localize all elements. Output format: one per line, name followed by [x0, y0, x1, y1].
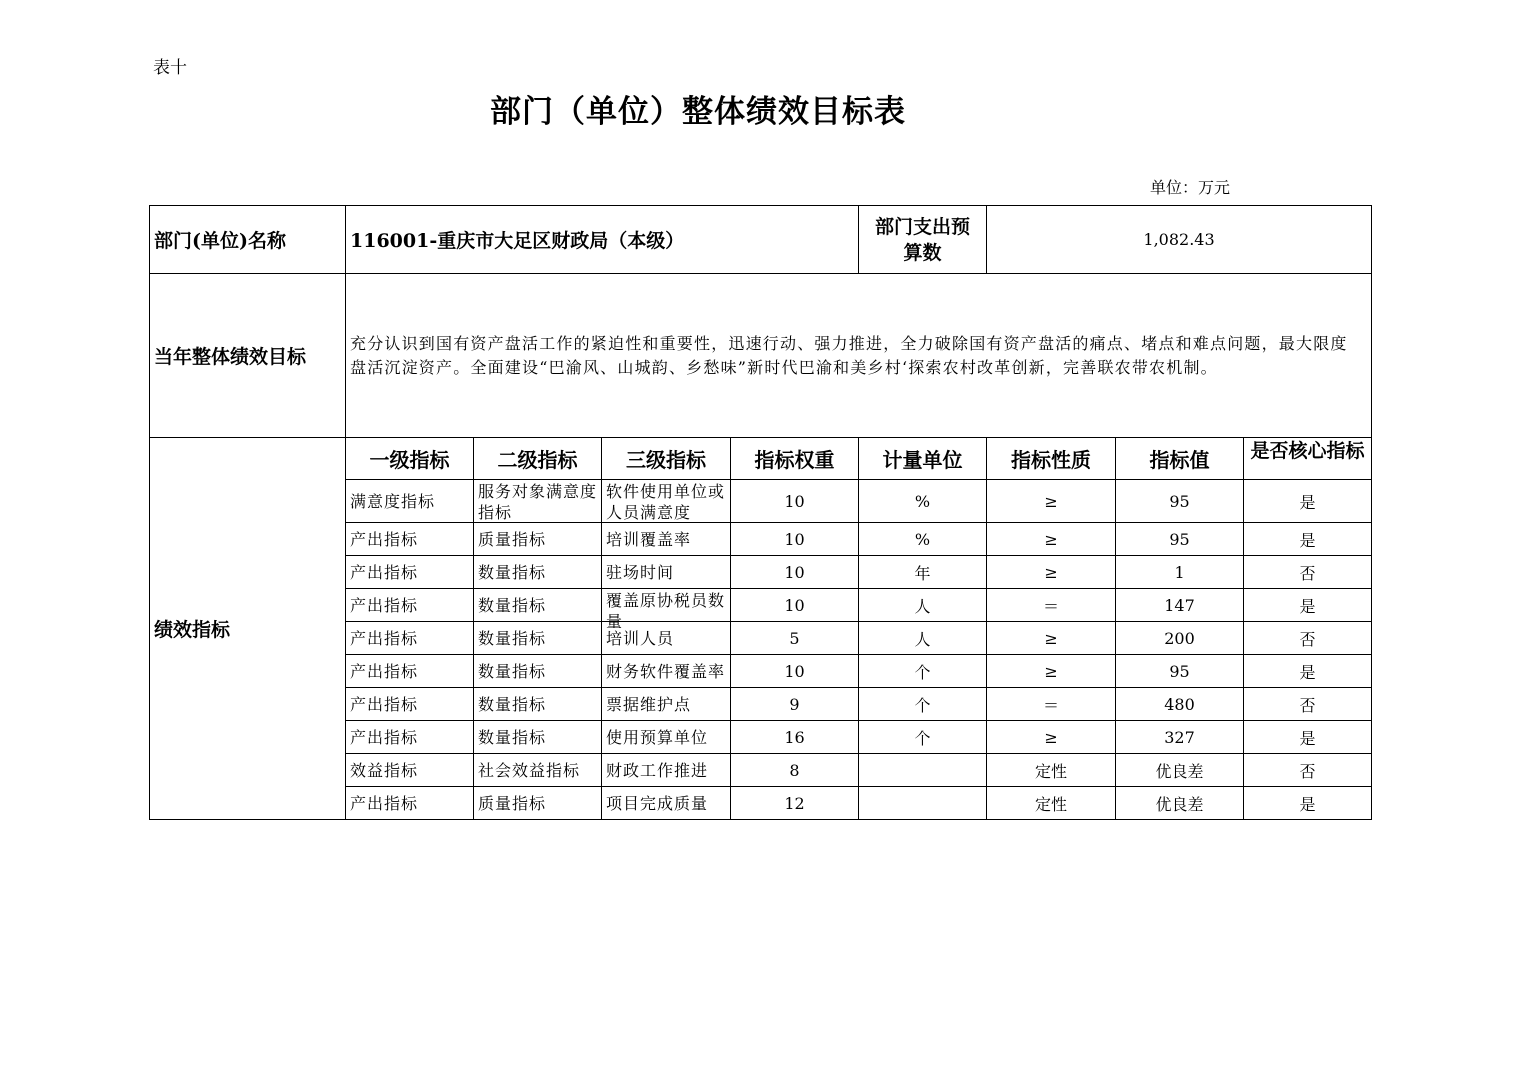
cell-level1: 效益指标: [346, 754, 474, 787]
header-weight: 指标权重: [731, 438, 859, 480]
cell-nature: ≥: [987, 622, 1116, 655]
cell-weight: 16: [731, 721, 859, 754]
cell-value: 95: [1116, 523, 1244, 556]
dept-name: 116001-重庆市大足区财政局（本级）: [346, 206, 859, 274]
cell-weight: 10: [731, 655, 859, 688]
header-core-text: 是否核心指标: [1250, 439, 1365, 462]
cell-level1: 产出指标: [346, 622, 474, 655]
cell-core: 是: [1244, 655, 1372, 688]
cell-level1: 产出指标: [346, 655, 474, 688]
cell-level1: 产出指标: [346, 721, 474, 754]
cell-level3: [602, 589, 731, 631]
cell-level3-text: 项目完成质量: [606, 793, 709, 813]
cell-level3-text: 财政工作推进: [606, 760, 709, 780]
cell-level2-text: 服务对象满意度指标: [478, 482, 598, 522]
header-nature: 指标性质: [987, 438, 1116, 480]
cell-level3: [602, 655, 731, 688]
header-level2: 二级指标: [474, 438, 602, 480]
cell-value: 200: [1116, 622, 1244, 655]
cell-unit: [859, 787, 987, 820]
cell-nature: 定性: [987, 754, 1116, 787]
cell-nature: ≥: [987, 523, 1116, 556]
cell-level1: 产出指标: [346, 556, 474, 589]
cell-weight: 10: [731, 523, 859, 556]
cell-value: 147: [1116, 589, 1244, 622]
cell-level3: [602, 688, 731, 721]
cell-unit: 年: [859, 556, 987, 589]
cell-level3-text: 票据维护点: [606, 694, 692, 714]
cell-level3: [602, 556, 731, 589]
cell-nature: ≥: [987, 480, 1116, 523]
indicator-label: 绩效指标: [150, 438, 346, 820]
cell-level2: 数量指标: [474, 556, 602, 589]
header-unit: 计量单位: [859, 438, 987, 480]
cell-value: 480: [1116, 688, 1244, 721]
budget-label: [859, 206, 987, 274]
cell-level2: 数量指标: [474, 688, 602, 721]
cell-nature: ＝: [987, 589, 1116, 622]
cell-level1: 产出指标: [346, 589, 474, 622]
cell-level2: [474, 480, 602, 523]
cell-weight: 8: [731, 754, 859, 787]
cell-value: 优良差: [1116, 754, 1244, 787]
cell-unit: 人: [859, 622, 987, 655]
cell-level2: 质量指标: [474, 787, 602, 820]
cell-core: 是: [1244, 787, 1372, 820]
cell-level1: 产出指标: [346, 523, 474, 556]
cell-nature: ≥: [987, 655, 1116, 688]
cell-level3-text: 软件使用单位或人员满意度: [606, 482, 726, 522]
cell-nature: ≥: [987, 556, 1116, 589]
cell-value: 1: [1116, 556, 1244, 589]
cell-weight: 10: [731, 480, 859, 523]
cell-core: 是: [1244, 523, 1372, 556]
cell-nature: 定性: [987, 787, 1116, 820]
cell-level3-text: 覆盖原协税员数量: [606, 591, 726, 631]
cell-core: 是: [1244, 480, 1372, 523]
dept-label: 部门(单位)名称: [150, 206, 346, 274]
cell-unit: %: [859, 523, 987, 556]
cell-core: 否: [1244, 688, 1372, 721]
form-number: 表十: [153, 58, 187, 78]
cell-unit: 人: [859, 589, 987, 622]
cell-core: 否: [1244, 754, 1372, 787]
cell-level3: [602, 721, 731, 754]
cell-core: 否: [1244, 622, 1372, 655]
cell-unit: %: [859, 480, 987, 523]
cell-level2: 数量指标: [474, 622, 602, 655]
cell-level3: [602, 523, 731, 556]
cell-core: 是: [1244, 589, 1372, 622]
header-level3: 三级指标: [602, 438, 731, 480]
cell-nature: ＝: [987, 688, 1116, 721]
cell-level1: 满意度指标: [346, 480, 474, 523]
goal-text: 充分认识到国有资产盘活工作的紧迫性和重要性，迅速行动、强力推进，全力破除国有资产盘活的痛点、堵点和难点问题，最大限度盘活沉淀资产。全面建设“巴渝风、山城韵、乡愁味”新时代巴渝和美乡村‘探索农村改革创新，完善联农带农机制。: [346, 274, 1372, 438]
cell-weight: 10: [731, 556, 859, 589]
budget-value: 1,082.43: [987, 206, 1372, 274]
cell-level3: [602, 480, 731, 523]
page-title: 部门（单位）整体绩效目标表: [490, 94, 906, 130]
cell-weight: 5: [731, 622, 859, 655]
performance-table: [149, 205, 1372, 820]
header-core: [1244, 438, 1372, 480]
header-value: 指标值: [1116, 438, 1244, 480]
cell-unit: 个: [859, 688, 987, 721]
cell-core: 否: [1244, 556, 1372, 589]
cell-core: 是: [1244, 721, 1372, 754]
unit-label: 单位：万元: [1150, 178, 1231, 197]
cell-nature: ≥: [987, 721, 1116, 754]
cell-value: 95: [1116, 480, 1244, 523]
cell-value: 优良差: [1116, 787, 1244, 820]
cell-level2: 社会效益指标: [474, 754, 602, 787]
cell-level3-text: 培训覆盖率: [606, 529, 692, 549]
cell-level2: 数量指标: [474, 589, 602, 622]
cell-level2: 质量指标: [474, 523, 602, 556]
cell-weight: 9: [731, 688, 859, 721]
cell-unit: 个: [859, 655, 987, 688]
cell-level3-text: 使用预算单位: [606, 727, 709, 747]
cell-unit: 个: [859, 721, 987, 754]
goal-label: 当年整体绩效目标: [150, 274, 346, 438]
cell-level1: 产出指标: [346, 688, 474, 721]
cell-level2: 数量指标: [474, 655, 602, 688]
cell-level3: [602, 787, 731, 820]
cell-level3-text: 财务软件覆盖率: [606, 661, 726, 681]
header-level1: 一级指标: [346, 438, 474, 480]
cell-level3: [602, 754, 731, 787]
cell-weight: 12: [731, 787, 859, 820]
cell-level1: 产出指标: [346, 787, 474, 820]
cell-level2: 数量指标: [474, 721, 602, 754]
cell-level3-text: 驻场时间: [606, 562, 675, 582]
cell-value: 95: [1116, 655, 1244, 688]
budget-label-text: 部门支出预算数: [875, 215, 971, 264]
cell-level3-text: 培训人员: [606, 628, 675, 648]
cell-value: 327: [1116, 721, 1244, 754]
cell-unit: [859, 754, 987, 787]
cell-weight: 10: [731, 589, 859, 622]
